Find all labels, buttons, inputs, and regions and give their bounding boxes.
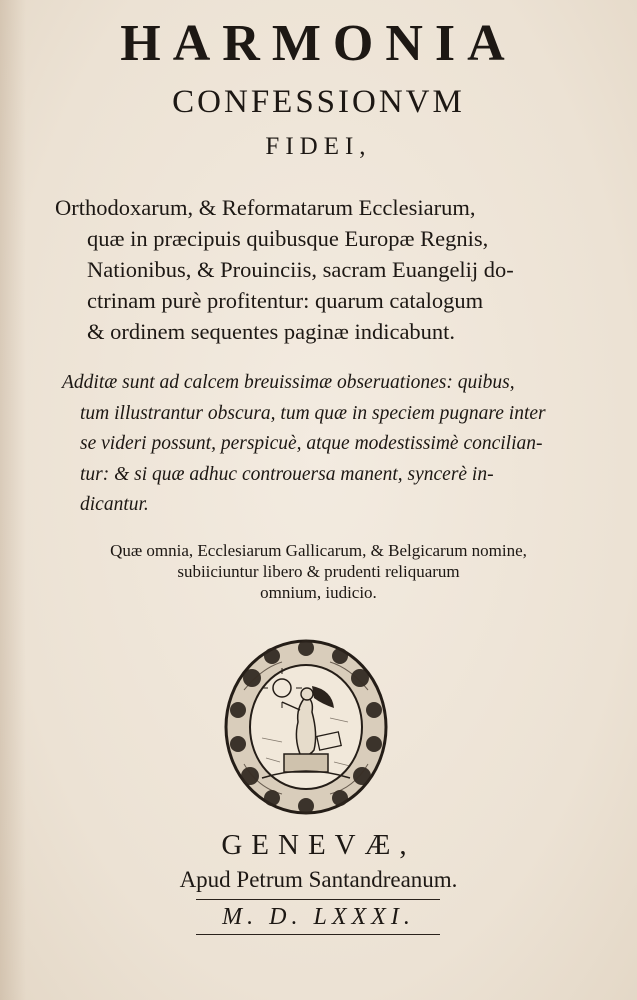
year-rule-bottom xyxy=(196,934,440,935)
title-fidei: FIDEI, xyxy=(265,133,372,160)
imprint-place: GENEVÆ, xyxy=(221,829,416,861)
printers-device-icon xyxy=(222,638,390,816)
title-confessionum: CONFESSIONVM xyxy=(172,84,465,120)
description-line: quæ in præcipuis quibusque Europæ Regnis, xyxy=(87,226,489,251)
dedication-block xyxy=(0,540,637,603)
additae-block xyxy=(62,368,602,521)
title-harmonia: HARMONIA xyxy=(120,15,517,72)
imprint-year: M. D. LXXXI. xyxy=(222,904,415,930)
dedication-line: subiiciuntur libero & prudenti reliquarum xyxy=(177,562,460,581)
description-line: & ordinem sequentes paginæ indicabunt. xyxy=(87,319,456,344)
dedication-line: omnium, iudicio. xyxy=(260,583,377,602)
year-rule-top xyxy=(196,899,440,900)
description-block xyxy=(55,192,595,347)
additae-line: tum illustrantur obscura, tum quæ in speciem pugnare inter xyxy=(80,402,546,424)
description-line: Orthodoxarum, & Reformatarum Ecclesiarum, xyxy=(55,195,476,220)
additae-line: se videri possunt, perspicuè, atque modestissimè concilian- xyxy=(80,433,543,454)
additae-line: Additæ sunt ad calcem breuissimæ obseruationes: quibus, xyxy=(62,372,515,393)
description-line: ctrinam purè profitentur: quarum catalogum xyxy=(87,288,484,313)
dedication-line: Quæ omnia, Ecclesiarum Gallicarum, & Belgicarum nomine, xyxy=(110,541,527,560)
description-line: Nationibus, & Prouinciis, sacram Euangelij do- xyxy=(87,257,514,282)
additae-line: tur: & si quæ adhuc controuersa manent, syncerè in- xyxy=(80,463,494,485)
additae-line: dicantur. xyxy=(80,494,149,515)
imprint-printer: Apud Petrum Santandreanum. xyxy=(179,867,458,892)
